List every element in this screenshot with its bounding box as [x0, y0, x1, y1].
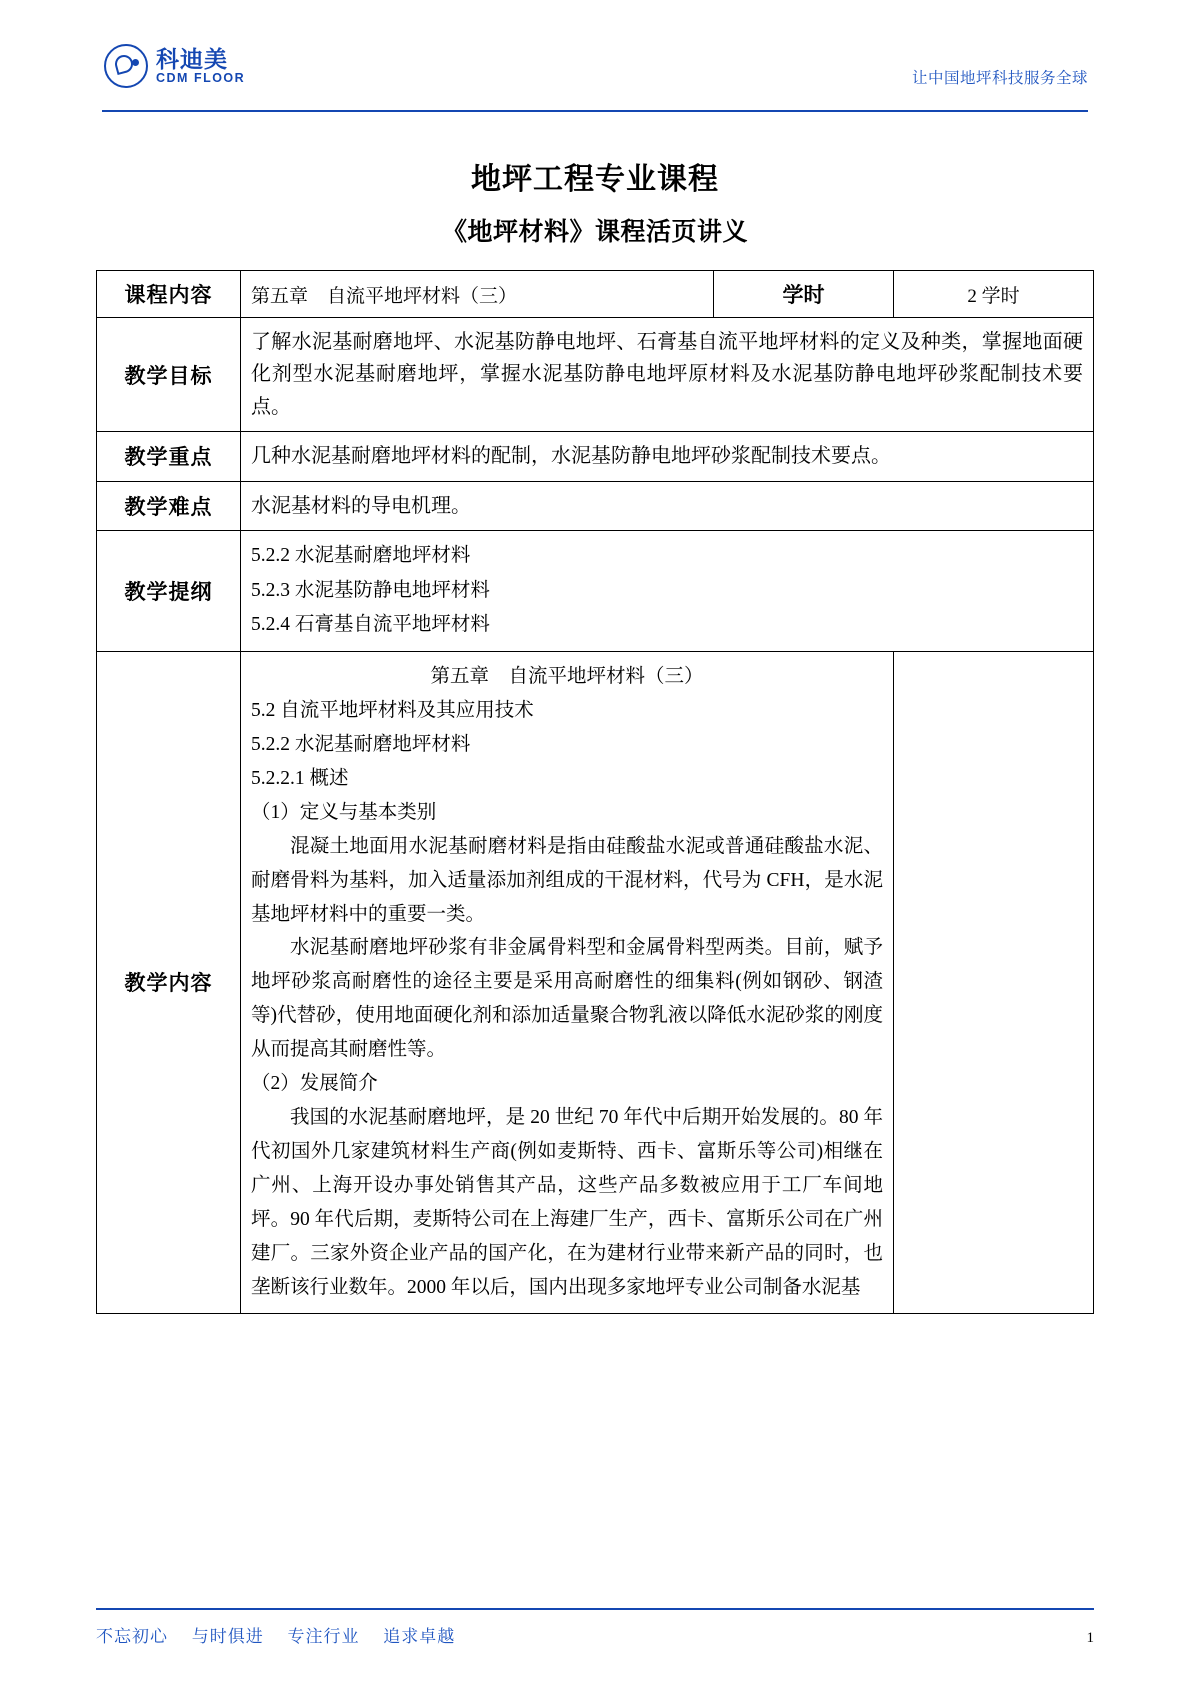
row-label-key-points: 教学重点	[97, 432, 241, 481]
row-label-difficulties: 教学难点	[97, 481, 241, 530]
content-paragraph: 5.2.2 水泥基耐磨地坪材料	[251, 733, 471, 755]
row-label-hours: 学时	[714, 271, 894, 318]
outline-item: 5.2.4 石膏基自流平地坪材料	[251, 614, 490, 636]
logo-text	[156, 47, 245, 84]
content-paragraph: 我国的水泥基耐磨地坪，是 20 世纪 70 年代中后期开始发展的。80 年代初国外几家建筑材料生产商(例如麦斯特、西卡、富斯乐等公司)相继在广州、上海开设办事处销售其产品，这些产品多数被应用于工厂车间地坪。90 年代后期，麦斯特公司在上海建厂生产，西卡、富斯乐公司在广州建厂。三家外资企业产品的国产化，在为建材行业带来新产品的同时，也垄断该行业数年。2000 年以后，国内出现多家地坪专业公司制备水泥基	[251, 1107, 883, 1298]
content-paragraph: 5.2 自流平地坪材料及其应用技术	[251, 699, 534, 721]
row-value-key-points: 几种水泥基耐磨地坪材料的配制，水泥基防静电地坪砂浆配制技术要点。	[241, 432, 1094, 481]
row-value-difficulties: 水泥基材料的导电机理。	[241, 481, 1094, 530]
page-footer	[96, 1608, 1094, 1647]
content-paragraph: 5.2.2.1 概述	[251, 767, 349, 789]
footer-slogan-item: 追求卓越	[383, 1627, 456, 1646]
page-subtitle: 《地坪材料》课程活页讲义	[441, 218, 748, 246]
table-row-objective	[97, 318, 1094, 432]
company-logo	[104, 44, 245, 88]
footer-slogan-item: 不忘初心	[96, 1627, 168, 1646]
row-value-content	[241, 652, 894, 1314]
lesson-plan-table	[96, 270, 1094, 1314]
row-label-content: 教学内容	[97, 652, 241, 1314]
content-paragraph: 混凝土地面用水泥基耐磨材料是指由硅酸盐水泥或普通硅酸盐水泥、耐磨骨料为基料，加入适量添加剂组成的干混材料，代号为 CFH，是水泥基地坪材料中的重要一类。	[251, 835, 883, 925]
outline-item: 5.2.2 水泥基耐磨地坪材料	[251, 544, 471, 566]
page-header	[96, 0, 1094, 92]
table-row-content	[97, 652, 1094, 1314]
row-label-objective: 教学目标	[97, 318, 241, 432]
footer-slogan	[96, 1622, 473, 1647]
header-slogan: 让中国地坪科技服务全球	[911, 70, 1088, 87]
row-label-course: 课程内容	[97, 271, 241, 318]
content-note-cell	[894, 652, 1094, 1314]
logo-name-en: CDM FLOOR	[156, 70, 246, 85]
row-value-course: 第五章 自流平地坪材料（三）	[241, 271, 714, 318]
content-paragraph: （2）发展简介	[251, 1073, 378, 1095]
footer-slogan-item: 专注行业	[287, 1627, 360, 1646]
content-heading: 第五章 自流平地坪材料（三）	[430, 666, 704, 688]
header-divider	[102, 110, 1088, 112]
row-value-outline	[241, 530, 1094, 651]
table-row-key-points	[97, 432, 1094, 481]
table-row-difficulties	[97, 481, 1094, 530]
logo-mark-icon	[104, 44, 148, 88]
row-value-objective: 了解水泥基耐磨地坪、水泥基防静电地坪、石膏基自流平地坪材料的定义及种类，掌握地面硬化剂型水泥基耐磨地坪，掌握水泥基防静电地坪原材料及水泥基防静电地坪砂浆配制技术要点。	[241, 318, 1094, 432]
outline-item: 5.2.3 水泥基防静电地坪材料	[251, 579, 490, 601]
footer-slogan-item: 与时俱进	[191, 1627, 264, 1646]
table-row-outline	[97, 530, 1094, 651]
content-paragraph: （1）定义与基本类别	[251, 801, 437, 823]
page-number: 1	[1086, 1630, 1094, 1646]
content-paragraph: 水泥基耐磨地坪砂浆有非金属骨料型和金属骨料型两类。目前，赋予地坪砂浆高耐磨性的途径主要是采用高耐磨性的细集料(例如钢砂、钢渣等)代替砂，使用地面硬化剂和添加适量聚合物乳液以降低水泥砂浆的刚度从而提高其耐磨性等。	[251, 937, 883, 1061]
row-label-outline: 教学提纲	[97, 530, 241, 651]
row-value-hours: 2 学时	[894, 271, 1094, 318]
page-title: 地坪工程专业课程	[471, 163, 719, 196]
footer-divider	[96, 1608, 1094, 1610]
logo-name-cn: 科迪美	[156, 46, 228, 73]
table-row-course	[97, 271, 1094, 318]
